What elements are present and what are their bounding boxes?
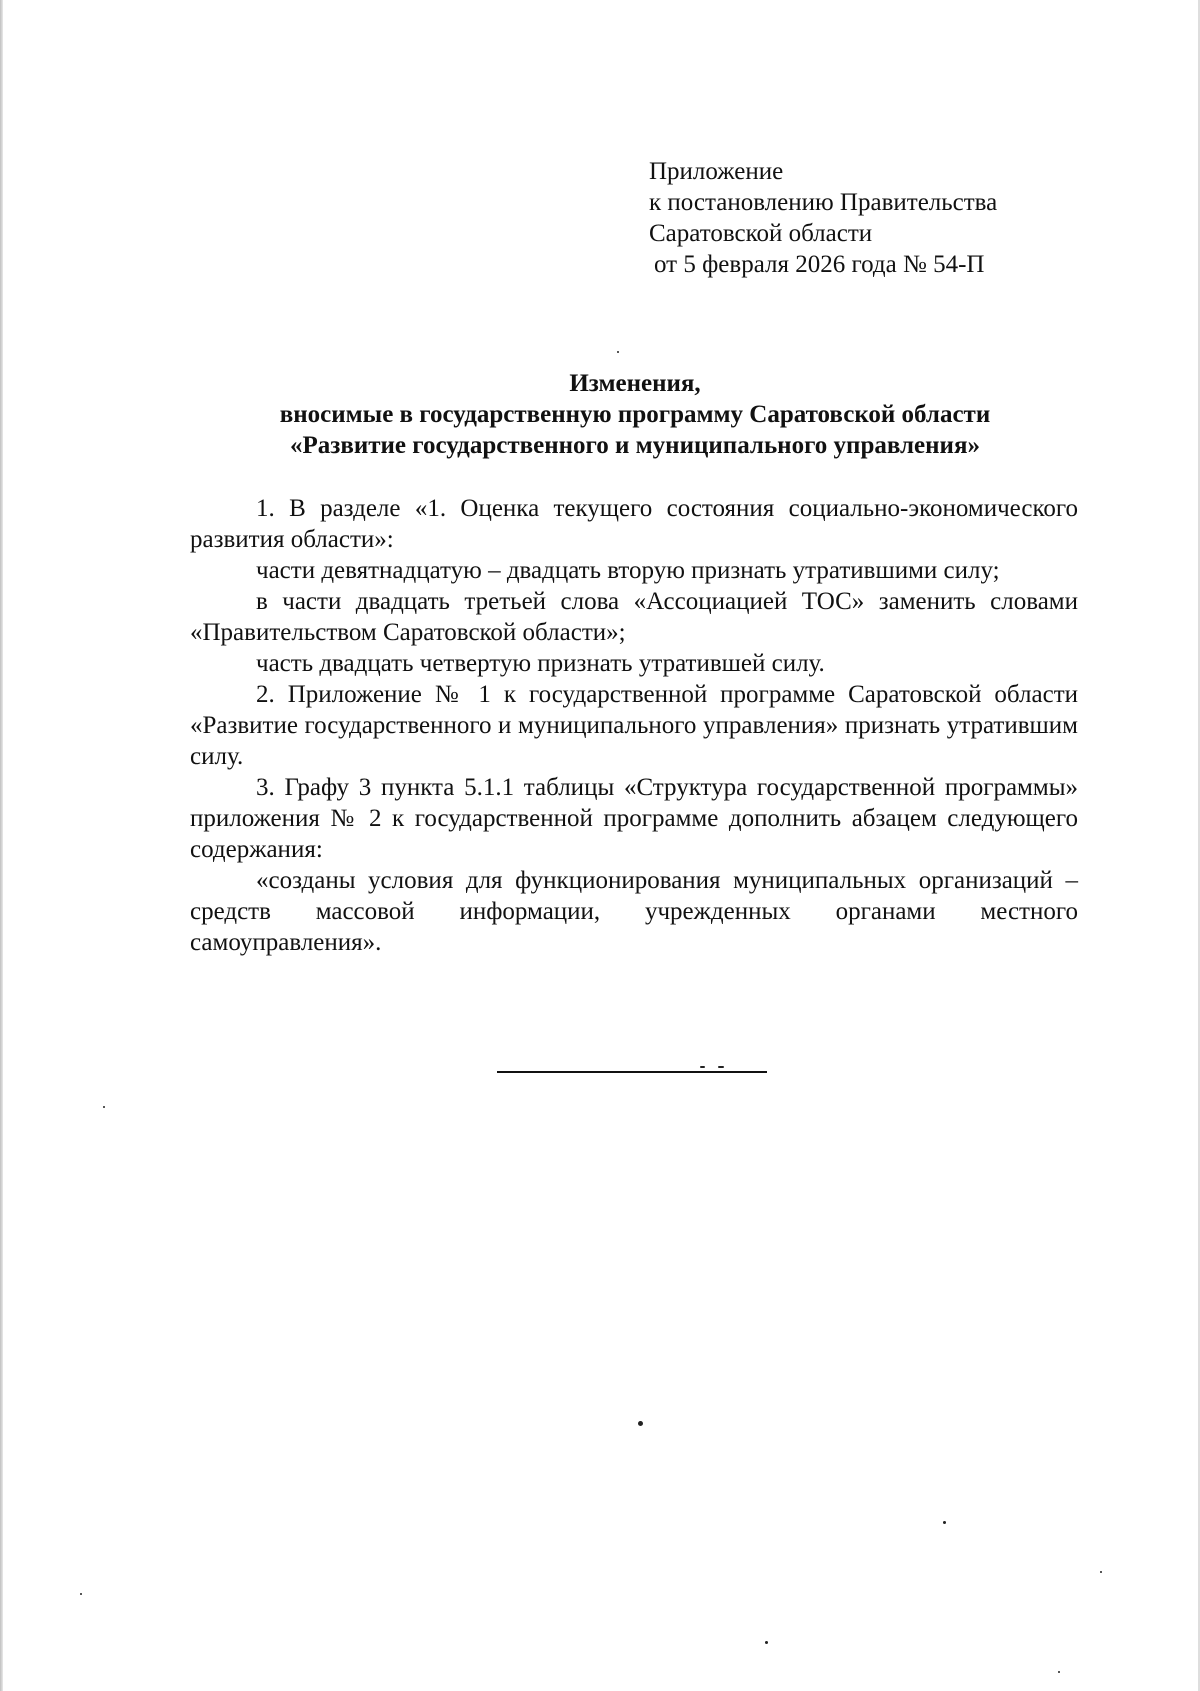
- scan-speck: [103, 1106, 105, 1108]
- scan-speck: [943, 1521, 946, 1524]
- document-title: [190, 368, 1080, 461]
- paragraph-3: в части двадцать третьей слова «Ассоциацией ТОС» заменить словами «Правительством Саратовской области»;: [190, 588, 1078, 646]
- approval-line-region: Саратовской области: [649, 220, 873, 247]
- scan-speck: [80, 1593, 82, 1595]
- approval-line-date-number: от 5 февраля 2026 года № 54-П: [654, 251, 985, 278]
- approval-line-appendix: Приложение: [649, 158, 784, 185]
- paragraph-5: 2. Приложение № 1 к государственной программе Саратовской области «Развитие государственного и муниципального управления» признать утратившим силу.: [190, 681, 1078, 770]
- paragraph-6: 3. Графу 3 пункта 5.1.1 таблицы «Структура государственной программы» приложения № 2 к государственной программе дополнить абзацем следующего содержания:: [190, 774, 1078, 863]
- paragraph-1: 1. В разделе «1. Оценка текущего состояния социально-экономического развития области»:: [190, 495, 1078, 553]
- scan-speck: [1058, 1671, 1060, 1673]
- scan-speck: [718, 1066, 724, 1068]
- scan-speck: [700, 1066, 705, 1068]
- title-line-program: вносимые в государственную программу Саратовской области: [279, 401, 991, 428]
- paragraph-4: часть двадцать четвертую признать утратившей силу.: [256, 650, 825, 677]
- scan-speck: [638, 1421, 643, 1426]
- title-line-changes: Изменения,: [569, 370, 701, 397]
- paragraph-7: «созданы условия для функционирования муниципальных организаций – средств массовой информации, учрежденных органами местного самоуправления».: [190, 867, 1078, 956]
- paragraph-2: части девятнадцатую – двадцать вторую признать утратившими силу;: [256, 557, 1000, 584]
- scan-speck: [1100, 1571, 1102, 1573]
- scan-edge-left: [0, 0, 3, 1691]
- scan-speck: [617, 351, 619, 353]
- approval-block: [649, 156, 1069, 280]
- approval-line-resolution: к постановлению Правительства: [649, 189, 998, 216]
- end-separator-line: [497, 1071, 767, 1073]
- scan-speck: [765, 1641, 768, 1644]
- document-body: [190, 493, 1078, 958]
- title-line-program-name: «Развитие государственного и муниципального управления»: [290, 432, 980, 459]
